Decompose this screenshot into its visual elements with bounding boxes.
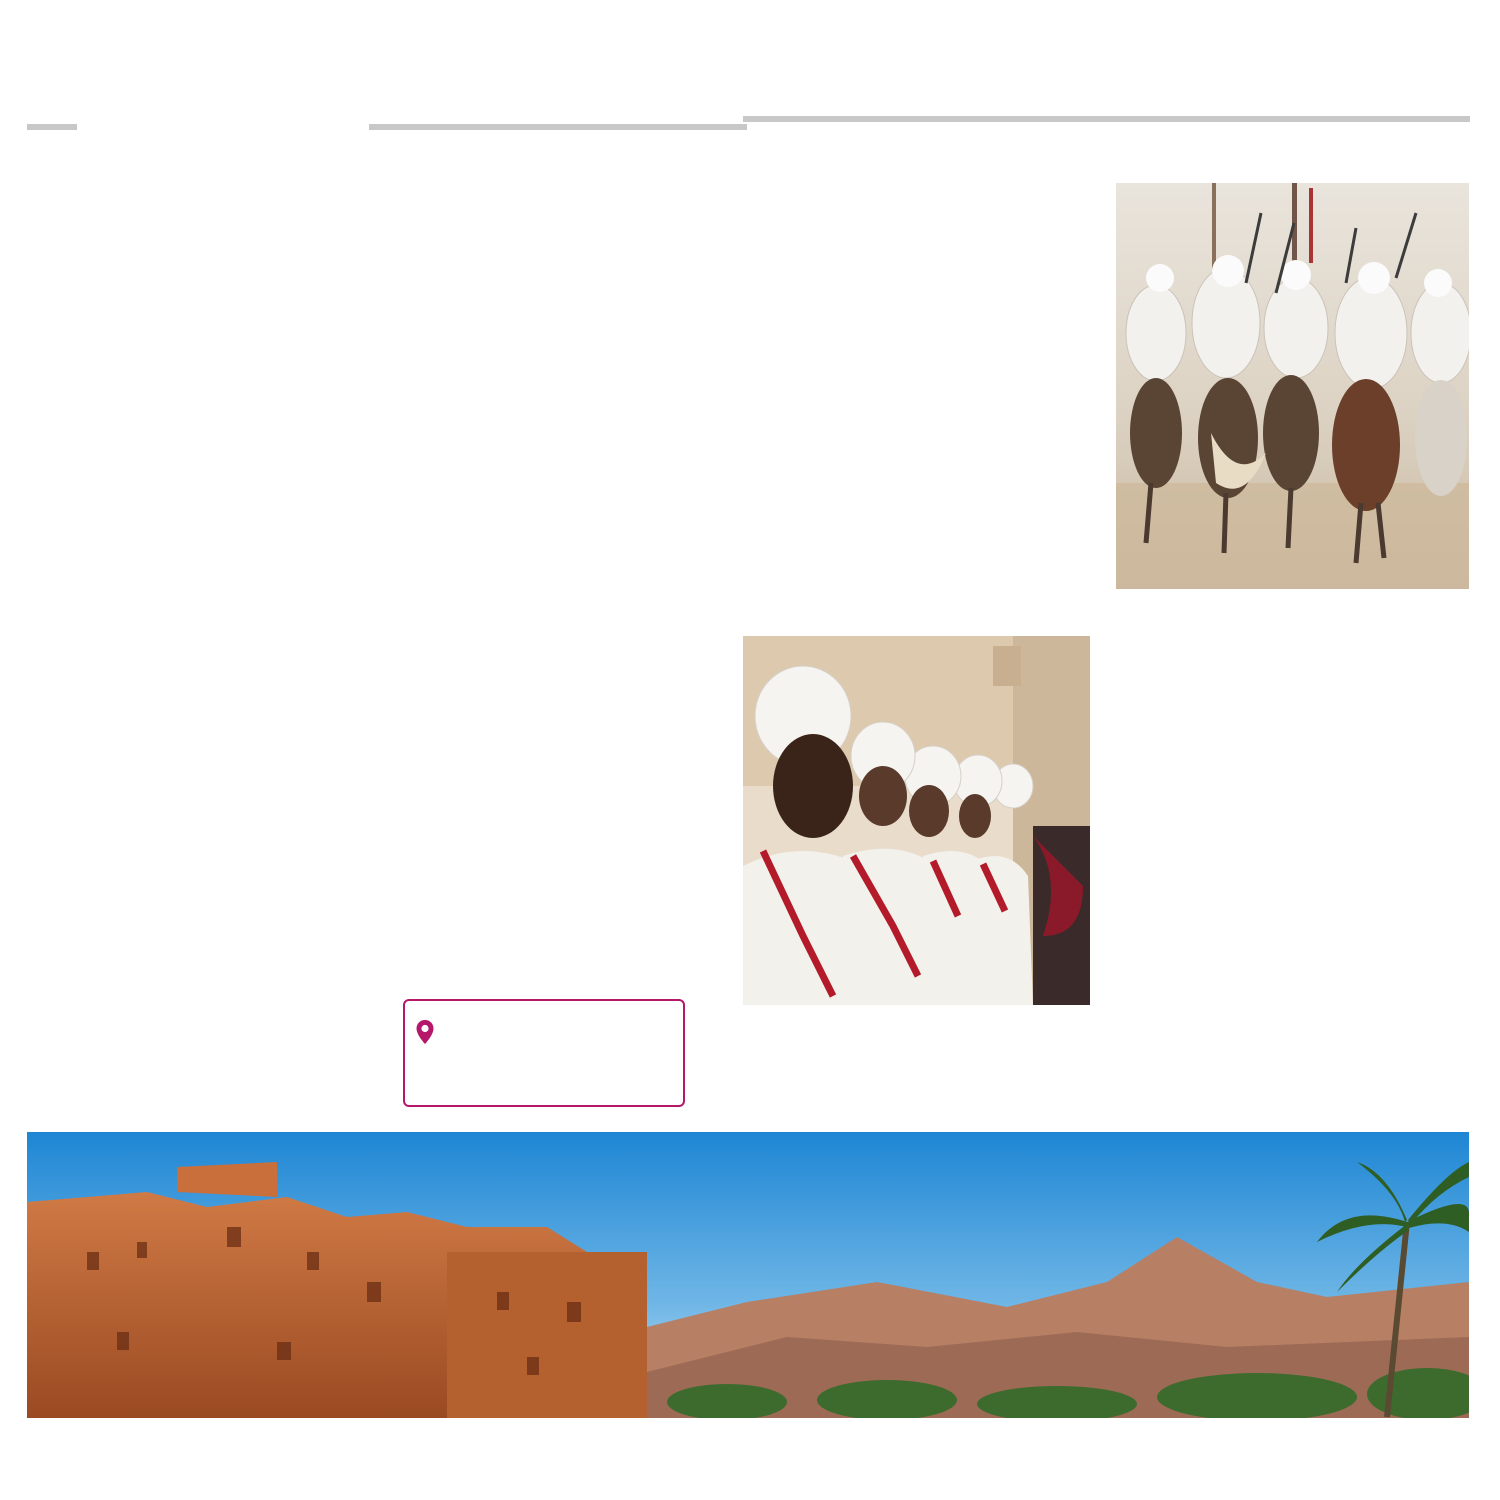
kasbah-panorama-photo	[27, 1132, 1469, 1418]
kasbah-panorama-image	[27, 1132, 1469, 1418]
carnets-callout	[403, 999, 685, 1107]
title-rule-left	[27, 124, 77, 130]
title-rule-mid	[369, 124, 747, 130]
fantasia-photo	[1116, 183, 1469, 589]
fantasia-image	[1116, 183, 1469, 589]
musicians-image	[743, 636, 1090, 1005]
map-pin-icon	[415, 1019, 435, 1045]
musicians-photo	[743, 636, 1090, 1005]
title-rule-right	[743, 116, 1470, 122]
